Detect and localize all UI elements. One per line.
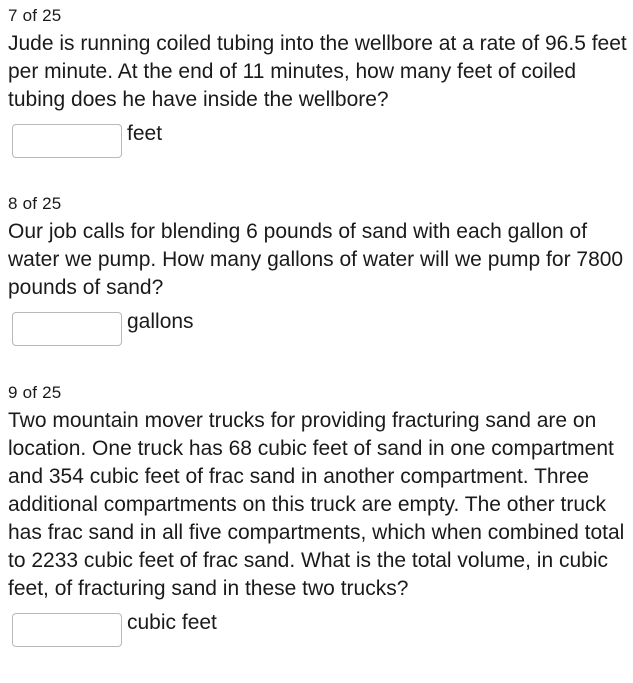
unit-label: gallons [127,310,194,333]
question-text: Our job calls for blending 6 pounds of sand with each gallon of water we pump. How many gallons of water will we pump for 7800 pounds of sand? [8,220,624,299]
answer-input-feet[interactable] [12,124,122,158]
answer-input-gallons[interactable] [12,312,122,346]
unit-label: feet [127,122,163,145]
question-counter: 7 of 25 [8,6,62,25]
unit-label: cubic feet [127,611,217,634]
question-counter: 8 of 25 [8,194,62,213]
question-7 [8,6,628,158]
question-text: Two mountain mover trucks for providing fracturing sand are on location. One truck has 68 cubic feet of sand in one compartment and 354 cubic feet of frac sand in another compartment. Three additional compartments on this truck are empty. The other truck has frac sand in all five compartments, which when combined total to 2233 cubic feet of frac sand. What is the total volume, in cubic feet, of fracturing sand in these two trucks? [8,409,625,600]
answer-input-cubic-feet[interactable] [12,613,122,647]
question-8 [8,194,628,346]
question-counter: 9 of 25 [8,383,62,402]
answer-row [12,124,628,158]
question-9 [8,383,628,647]
answer-row [12,613,628,647]
answer-row [12,312,628,346]
question-text: Jude is running coiled tubing into the wellbore at a rate of 96.5 feet per minute. At the end of 11 minutes, how many feet of coiled tubing does he have inside the wellbore? [8,32,627,111]
